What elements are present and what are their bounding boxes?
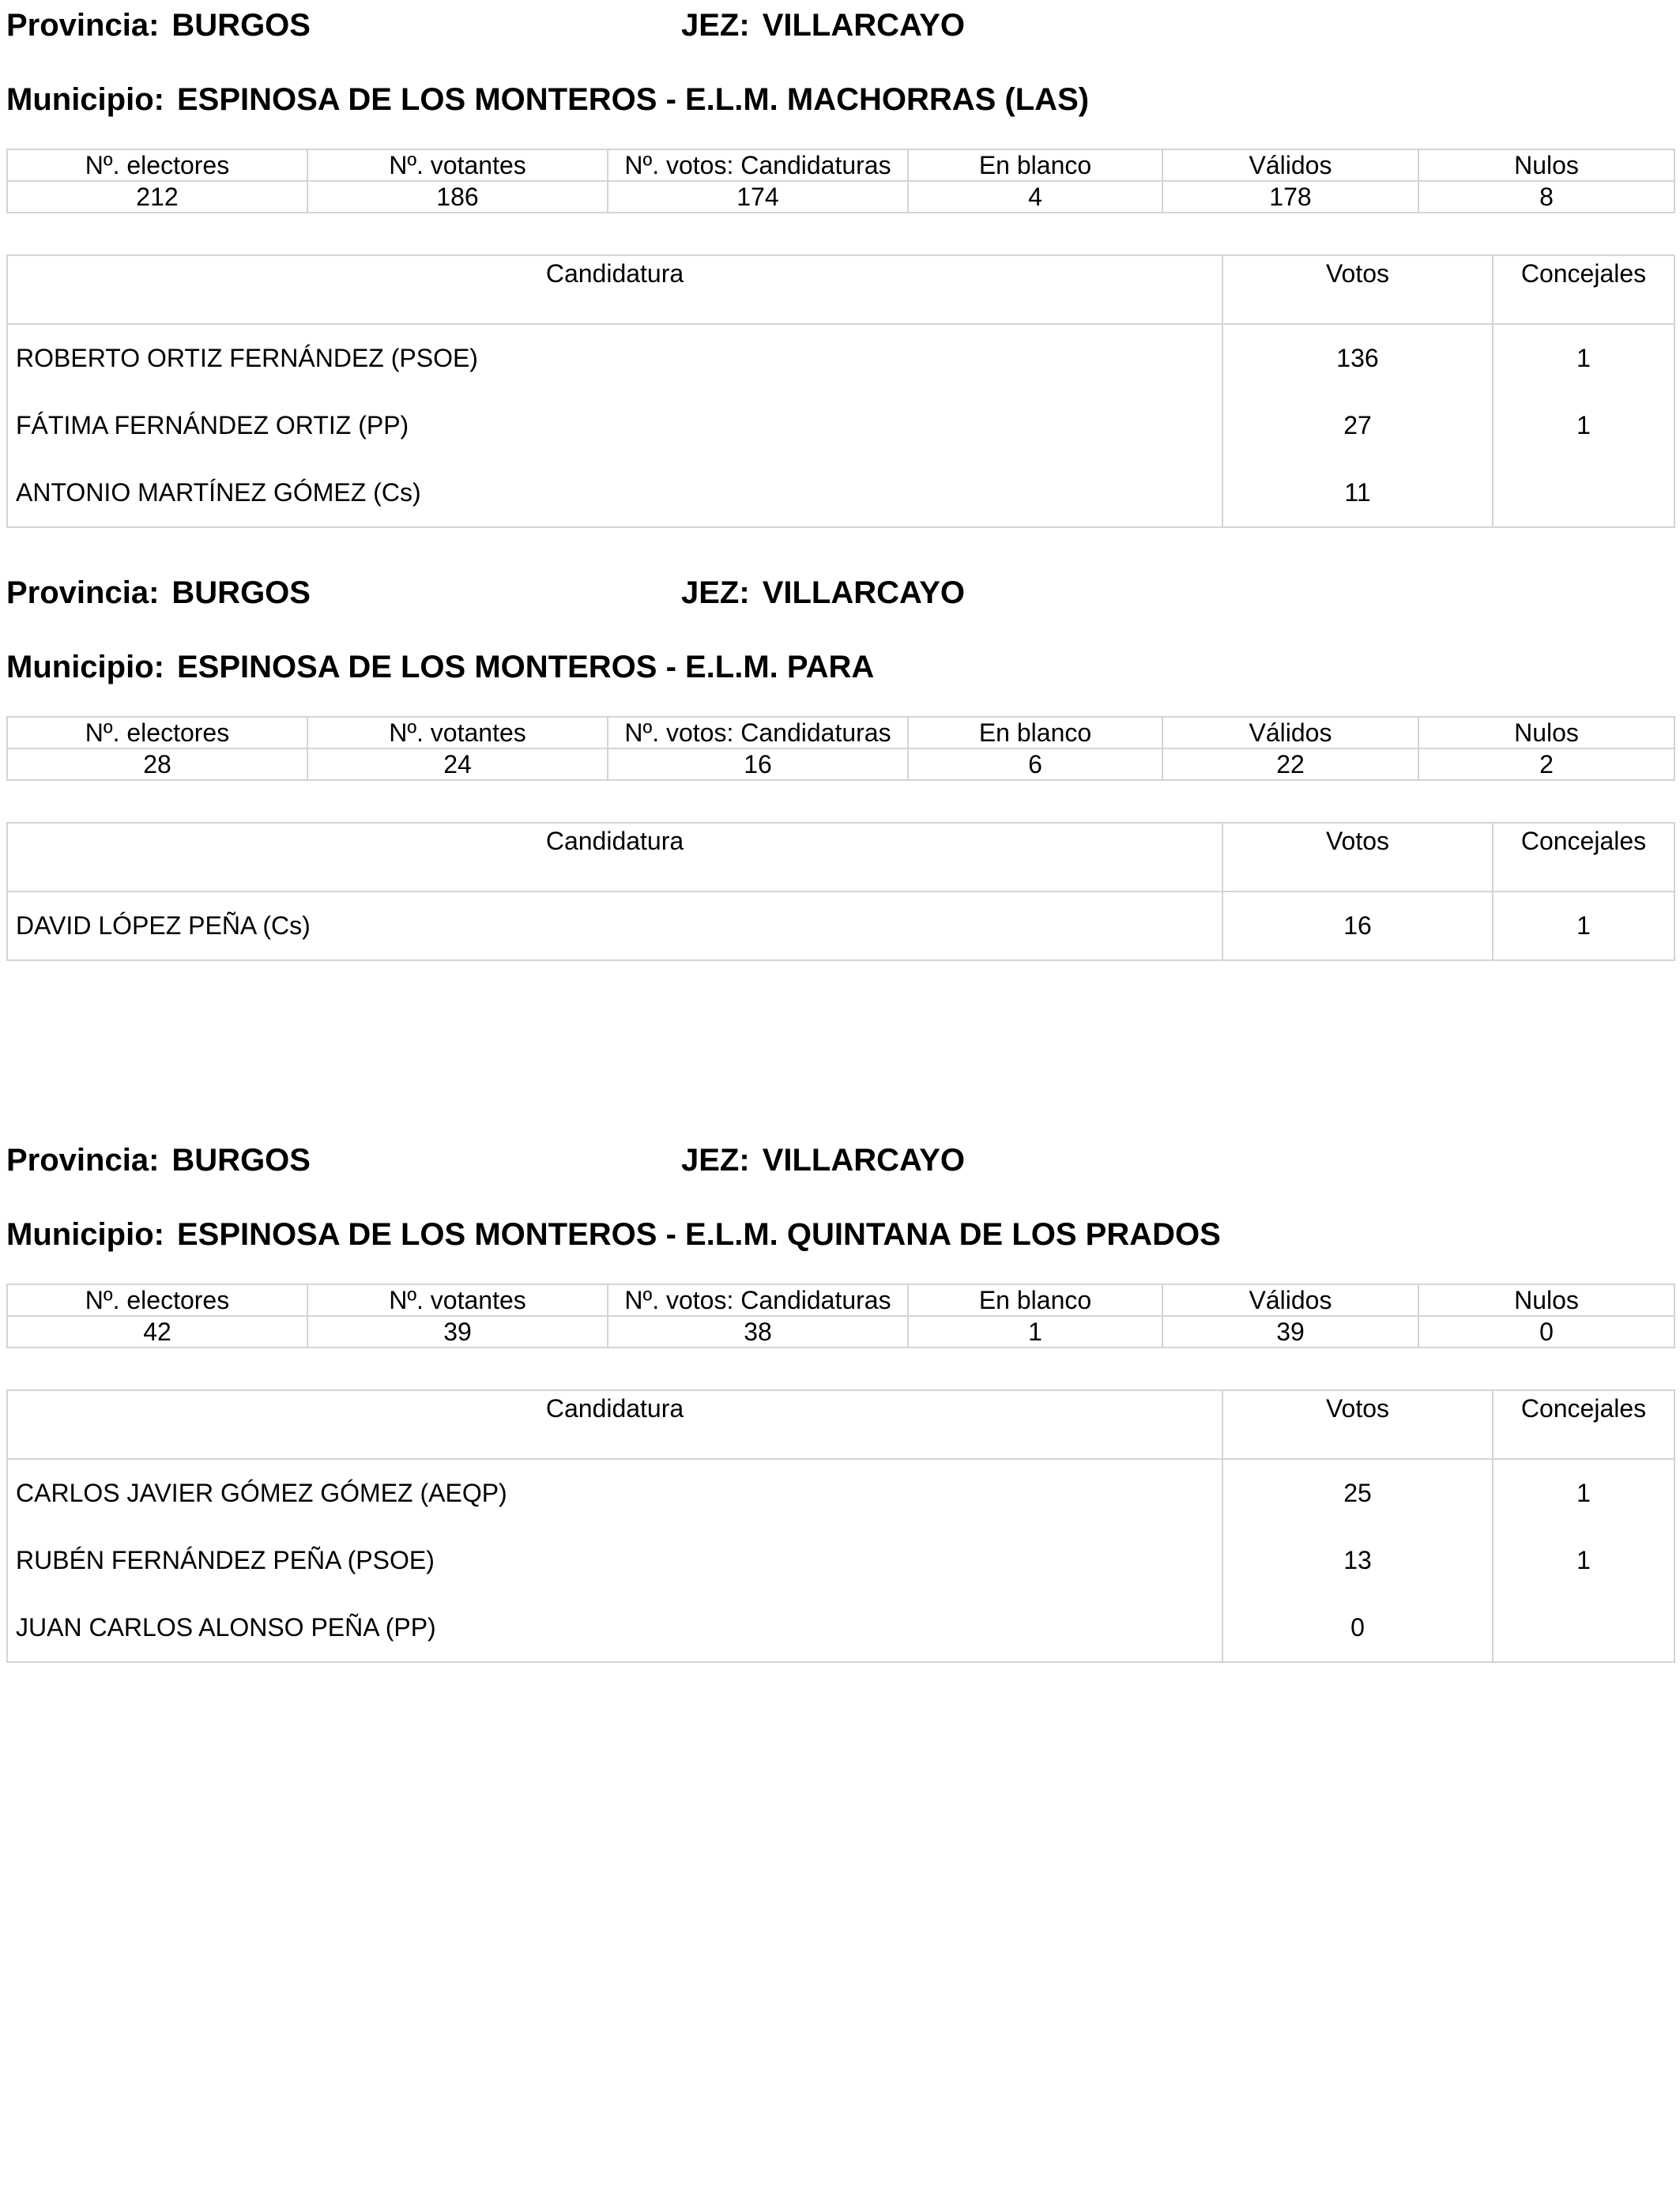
candidate-name: ROBERTO ORTIZ FERNÁNDEZ (PSOE): [7, 324, 1222, 392]
concejales-header: Concejales: [1493, 255, 1674, 324]
candidate-name: RUBÉN FERNÁNDEZ PEÑA (PSOE): [7, 1527, 1222, 1594]
votos-header: Votos: [1222, 1390, 1493, 1459]
summary-value: 178: [1162, 181, 1418, 213]
summary-header: Nº. votantes: [307, 1284, 608, 1316]
summary-header: Nº. votos: Candidaturas: [608, 1284, 908, 1316]
candidate-votos: 136: [1222, 324, 1493, 392]
candidate-row: [7, 1527, 1674, 1594]
summary-table: [6, 716, 1675, 781]
jez-value: VILLARCAYO: [762, 575, 966, 610]
candidate-votos: 11: [1222, 459, 1493, 527]
provincia-label: Provincia:: [6, 8, 160, 43]
summary-header: Nº. electores: [7, 717, 307, 748]
summary-value: 42: [7, 1316, 307, 1348]
municipio-label: Municipio:: [6, 82, 164, 117]
jez-line: [681, 1141, 965, 1179]
municipio-label: Municipio:: [6, 1217, 164, 1252]
summary-value: 28: [7, 748, 307, 780]
summary-header: Nº. votantes: [307, 149, 608, 181]
candidate-concejales: 1: [1493, 1527, 1674, 1594]
provincia-line: [6, 574, 311, 612]
jez-label: JEZ:: [681, 1143, 750, 1178]
municipio-label: Municipio:: [6, 650, 164, 684]
provincia-value: BURGOS: [171, 1143, 311, 1178]
candidate-votos: 27: [1222, 392, 1493, 459]
summary-header: Válidos: [1162, 149, 1418, 181]
summary-header: Nulos: [1418, 717, 1674, 748]
candidatura-header: Candidatura: [7, 823, 1222, 892]
candidates-table: [6, 1389, 1675, 1663]
candidatura-header: Candidatura: [7, 1390, 1222, 1459]
provincia-value: BURGOS: [171, 8, 311, 43]
candidate-name: JUAN CARLOS ALONSO PEÑA (PP): [7, 1594, 1222, 1662]
candidates-header-row: [7, 823, 1674, 892]
candidate-row: [7, 892, 1674, 960]
summary-value: 8: [1418, 181, 1674, 213]
summary-value-row: [7, 1316, 1674, 1348]
candidate-name: DAVID LÓPEZ PEÑA (Cs): [7, 892, 1222, 960]
summary-value: 174: [608, 181, 908, 213]
candidate-name: FÁTIMA FERNÁNDEZ ORTIZ (PP): [7, 392, 1222, 459]
summary-header: Nulos: [1418, 1284, 1674, 1316]
summary-header: Nº. electores: [7, 149, 307, 181]
provincia-line: [6, 6, 311, 44]
candidate-votos: 0: [1222, 1594, 1493, 1662]
summary-header: Válidos: [1162, 717, 1418, 748]
candidate-concejales: 1: [1493, 324, 1674, 392]
candidate-votos: 25: [1222, 1459, 1493, 1527]
municipio-value: ESPINOSA DE LOS MONTEROS - E.L.M. QUINTANA DE LOS PRADOS: [176, 1217, 1221, 1252]
candidate-row: [7, 1459, 1674, 1527]
summary-value: 22: [1162, 748, 1418, 780]
candidate-concejales: 1: [1493, 392, 1674, 459]
jez-label: JEZ:: [681, 575, 750, 610]
summary-value: 39: [307, 1316, 608, 1348]
summary-header: Nº. votantes: [307, 717, 608, 748]
summary-header: Válidos: [1162, 1284, 1418, 1316]
summary-table: [6, 149, 1675, 213]
summary-value: 2: [1418, 748, 1674, 780]
candidates-table: [6, 822, 1675, 961]
summary-header: Nº. electores: [7, 1284, 307, 1316]
candidate-concejales: 1: [1493, 892, 1674, 960]
summary-value-row: [7, 748, 1674, 780]
concejales-header: Concejales: [1493, 1390, 1674, 1459]
provincia-label: Provincia:: [6, 1143, 160, 1178]
summary-header: En blanco: [908, 717, 1162, 748]
jez-line: [681, 574, 965, 612]
candidate-row: [7, 324, 1674, 392]
municipio-value: ESPINOSA DE LOS MONTEROS - E.L.M. MACHORRAS (LAS): [176, 82, 1090, 117]
candidate-name: ANTONIO MARTÍNEZ GÓMEZ (Cs): [7, 459, 1222, 527]
summary-value: 39: [1162, 1316, 1418, 1348]
summary-value: 0: [1418, 1316, 1674, 1348]
candidate-concejales: [1493, 459, 1674, 527]
summary-value: 212: [7, 181, 307, 213]
summary-value: 38: [608, 1316, 908, 1348]
candidate-row: [7, 459, 1674, 527]
candidate-row: [7, 1594, 1674, 1662]
summary-value-row: [7, 181, 1674, 213]
summary-header: En blanco: [908, 1284, 1162, 1316]
summary-value: 6: [908, 748, 1162, 780]
candidate-concejales: 1: [1493, 1459, 1674, 1527]
municipio-line: [6, 648, 874, 686]
summary-header-row: [7, 1284, 1674, 1316]
concejales-header: Concejales: [1493, 823, 1674, 892]
jez-line: [681, 6, 965, 44]
summary-value: 24: [307, 748, 608, 780]
candidates-header-row: [7, 255, 1674, 324]
candidate-row: [7, 392, 1674, 459]
jez-value: VILLARCAYO: [762, 1143, 966, 1178]
summary-table: [6, 1284, 1675, 1348]
summary-header: En blanco: [908, 149, 1162, 181]
candidate-votos: 16: [1222, 892, 1493, 960]
summary-value: 4: [908, 181, 1162, 213]
municipio-value: ESPINOSA DE LOS MONTEROS - E.L.M. PARA: [176, 650, 875, 684]
summary-header: Nulos: [1418, 149, 1674, 181]
provincia-value: BURGOS: [171, 575, 311, 610]
jez-label: JEZ:: [681, 8, 750, 43]
municipio-line: [6, 81, 1089, 119]
candidates-header-row: [7, 1390, 1674, 1459]
candidate-name: CARLOS JAVIER GÓMEZ GÓMEZ (AEQP): [7, 1459, 1222, 1527]
jez-value: VILLARCAYO: [762, 8, 966, 43]
summary-value: 16: [608, 748, 908, 780]
votos-header: Votos: [1222, 255, 1493, 324]
summary-header: Nº. votos: Candidaturas: [608, 717, 908, 748]
candidate-concejales: [1493, 1594, 1674, 1662]
municipio-line: [6, 1216, 1221, 1253]
summary-header-row: [7, 149, 1674, 181]
summary-value: 186: [307, 181, 608, 213]
summary-header: Nº. votos: Candidaturas: [608, 149, 908, 181]
votos-header: Votos: [1222, 823, 1493, 892]
candidatura-header: Candidatura: [7, 255, 1222, 324]
candidate-votos: 13: [1222, 1527, 1493, 1594]
provincia-line: [6, 1141, 311, 1179]
candidates-table: [6, 254, 1675, 528]
summary-value: 1: [908, 1316, 1162, 1348]
summary-header-row: [7, 717, 1674, 748]
provincia-label: Provincia:: [6, 575, 160, 610]
